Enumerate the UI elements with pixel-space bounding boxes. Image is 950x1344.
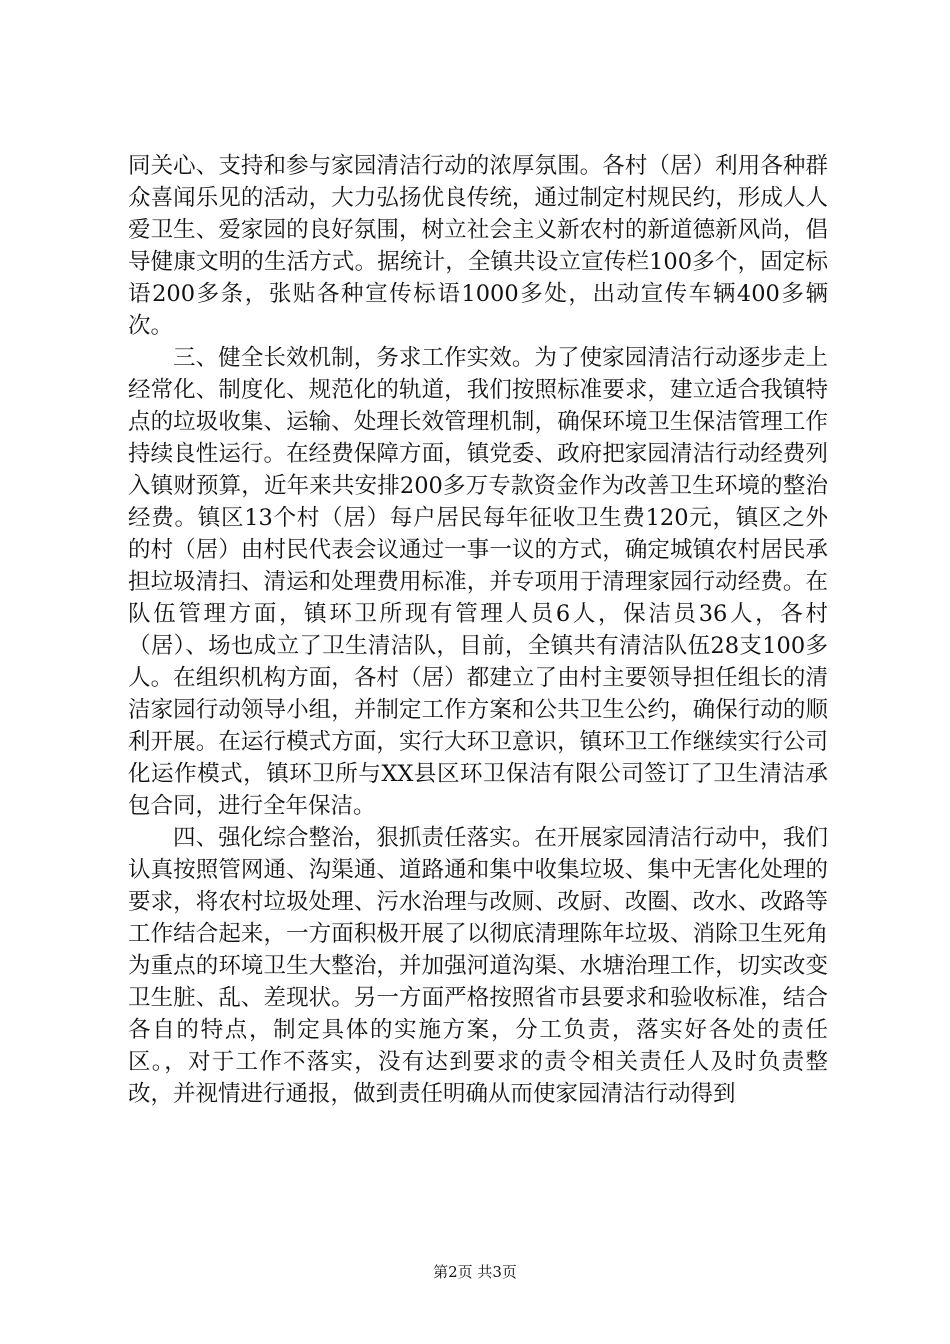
paragraph-2: 三、健全长效机制，务求工作实效。为了使家园清洁行动逐步走上经常化、制度化、规范化的轨道，我们按照标准要求，建立适合我镇特点的垃圾收集、运输、处理长效管理机制，确保环境卫生保洁管理工作持续良性运行。在经费保障方面，镇党委、政府把家园清洁行动经费列入镇财预算，近年来共安排200多万专款资金作为改善卫生环境的整治经费。镇区13个村（居）每户居民每年征收卫生费120元，镇区之外的村（居）由村民代表会议通过一事一议的方式，确定城镇农村居民承担垃圾清扫、清运和处理费用标准，并专项用于清理家园行动经费。在队伍管理方面，镇环卫所现有管理人员6人，保洁员36人，各村（居）、场也成立了卫生清洁队，目前，全镇共有清洁队伍28支100多人。在组织机构方面，各村（居）都建立了由村主要领导担任组长的清洁家园行动领导小组，并制定工作方案和公共卫生公约，确保行动的顺利开展。在运行模式方面，实行大环卫意识，镇环卫工作继续实行公司化运作模式，镇环卫所与XX县区环卫保洁有限公司签订了卫生清洁承包合同，进行全年保洁。 xyxy=(128,345,828,819)
document-body xyxy=(128,150,828,1110)
paragraph-1: 同关心、支持和参与家园清洁行动的浓厚氛围。各村（居）利用各种群众喜闻乐见的活动，大力弘扬优良传统，通过制定村规民约，形成人人爱卫生、爱家园的良好氛围，树立社会主义新农村的新道德新风尚，倡导健康文明的生活方式。据统计，全镇共设立宣传栏100多个，固定标语200多条，张贴各种宣传标语1000多处，出动宣传车辆400多辆次。 xyxy=(128,153,828,339)
paragraph-3: 四、强化综合整治，狠抓责任落实。在开展家园清洁行动中，我们认真按照管网通、沟渠通、道路通和集中收集垃圾、集中无害化处理的要求，将农村垃圾处理、污水治理与改厕、改厨、改圈、改水、改路等工作结合起来，一方面积极开展了以彻底清理陈年垃圾、消除卫生死角为重点的环境卫生大整治，并加强河道沟渠、水塘治理工作，切实改变卫生脏、乱、差现状。另一方面严格按照省市县要求和验收标准，结合各自的特点，制定具体的实施方案，分工负责，落实好各处的责任区。，对于工作不落实，没有达到要求的责令相关责任人及时负责整改，并视情进行通报，做到责任明确从而使家园清洁行动得到 xyxy=(128,825,828,1107)
page-number-footer: 第2页 共3页 xyxy=(433,1263,517,1281)
